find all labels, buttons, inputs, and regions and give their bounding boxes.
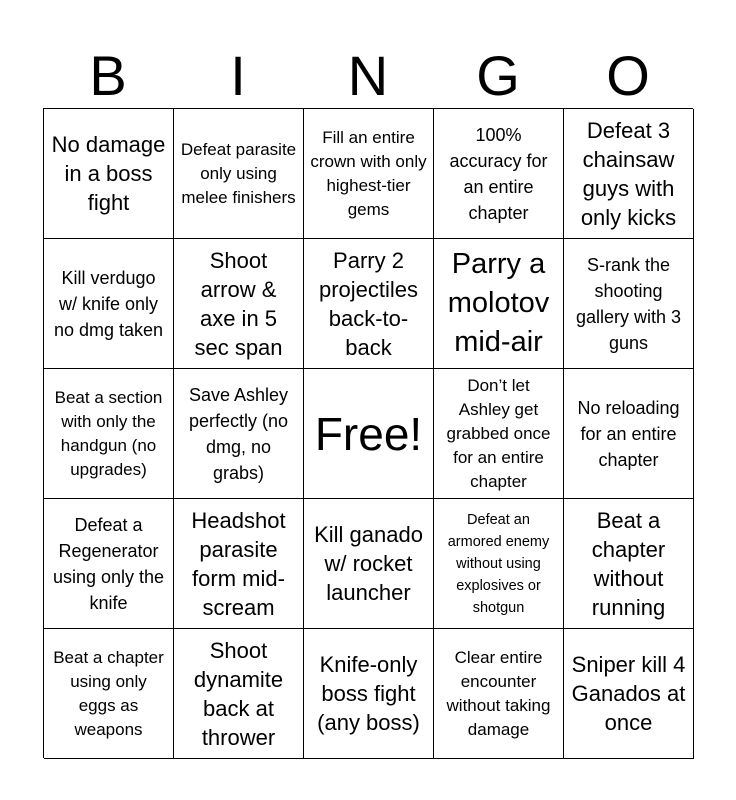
cell-text: Sniper kill 4 Ganados at once (571, 652, 686, 735)
bingo-cell[interactable] (434, 369, 564, 499)
bingo-cell[interactable] (174, 499, 304, 629)
bingo-cell[interactable] (564, 239, 694, 369)
cell-text: Kill ganado w/ rocket launcher (314, 522, 423, 605)
bingo-cell[interactable] (44, 109, 174, 239)
bingo-cell[interactable] (564, 629, 694, 759)
cell-text: Shoot dynamite back at thrower (193, 637, 284, 750)
bingo-cell[interactable] (434, 239, 564, 369)
cell-text: Don’t let Ashley get grabbed once for an entire chapter (446, 375, 551, 491)
bingo-cell[interactable] (174, 239, 304, 369)
bingo-cell[interactable] (434, 109, 564, 239)
bingo-cell[interactable] (564, 499, 694, 629)
bingo-cell[interactable] (44, 369, 174, 499)
bingo-cell[interactable] (304, 499, 434, 629)
cell-text: S-rank the shooting gallery with 3 guns (575, 254, 682, 353)
bingo-cell[interactable] (564, 109, 694, 239)
cell-text: No reloading for an entire chapter (577, 397, 680, 470)
bingo-cell[interactable] (44, 239, 174, 369)
free-cell-text: Free! (314, 407, 423, 460)
bingo-cell[interactable] (44, 629, 174, 759)
cell-text: Beat a chapter using only eggs as weapons (53, 647, 164, 739)
bingo-cell[interactable] (434, 499, 564, 629)
cell-text: 100% accuracy for an entire chapter (449, 124, 548, 223)
header-letter-i: I (230, 44, 246, 107)
cell-text: Parry 2 projectiles back-to-back (318, 247, 419, 360)
bingo-cell[interactable] (304, 239, 434, 369)
cell-text: Headshot parasite form mid-scream (191, 507, 286, 620)
bingo-grid (43, 108, 693, 758)
bingo-cell[interactable] (174, 109, 304, 239)
cell-text: Defeat parasite only using melee finishers (180, 139, 297, 207)
bingo-cell[interactable] (434, 629, 564, 759)
header-letter-b: B (89, 44, 127, 107)
bingo-cell[interactable] (304, 109, 434, 239)
cell-text: Save Ashley perfectly (no dmg, no grabs) (188, 384, 289, 483)
cell-text: Defeat a Regenerator using only the knife (52, 514, 165, 613)
bingo-cell[interactable] (174, 629, 304, 759)
cell-text: No damage in a boss fight (51, 132, 166, 215)
cell-text: Defeat an armored enemy without using explosives or shotgun (447, 511, 550, 616)
bingo-header (43, 44, 693, 108)
header-letter-n: N (347, 44, 389, 107)
header-letter-g: G (476, 44, 520, 107)
cell-text: Knife-only boss fight (any boss) (317, 652, 420, 735)
cell-text: Clear entire encounter without taking damage (446, 647, 551, 739)
cell-text: Shoot arrow & axe in 5 sec span (194, 247, 283, 360)
bingo-cell[interactable] (174, 369, 304, 499)
cell-text: Beat a section with only the handgun (no upgrades) (54, 387, 163, 479)
cell-text: Parry a molotov mid-air (447, 248, 550, 358)
header-letter-o: O (606, 44, 650, 107)
bingo-cell[interactable] (304, 629, 434, 759)
bingo-cell[interactable] (564, 369, 694, 499)
cell-text: Kill verdugo w/ knife only no dmg taken (53, 267, 164, 340)
cell-text: Beat a chapter without running (591, 507, 666, 620)
cell-text: Fill an entire crown with only highest-tier gems (310, 127, 427, 219)
bingo-cell[interactable] (44, 499, 174, 629)
cell-text: Defeat 3 chainsaw guys with only kicks (580, 117, 677, 230)
free-cell[interactable] (304, 369, 434, 499)
